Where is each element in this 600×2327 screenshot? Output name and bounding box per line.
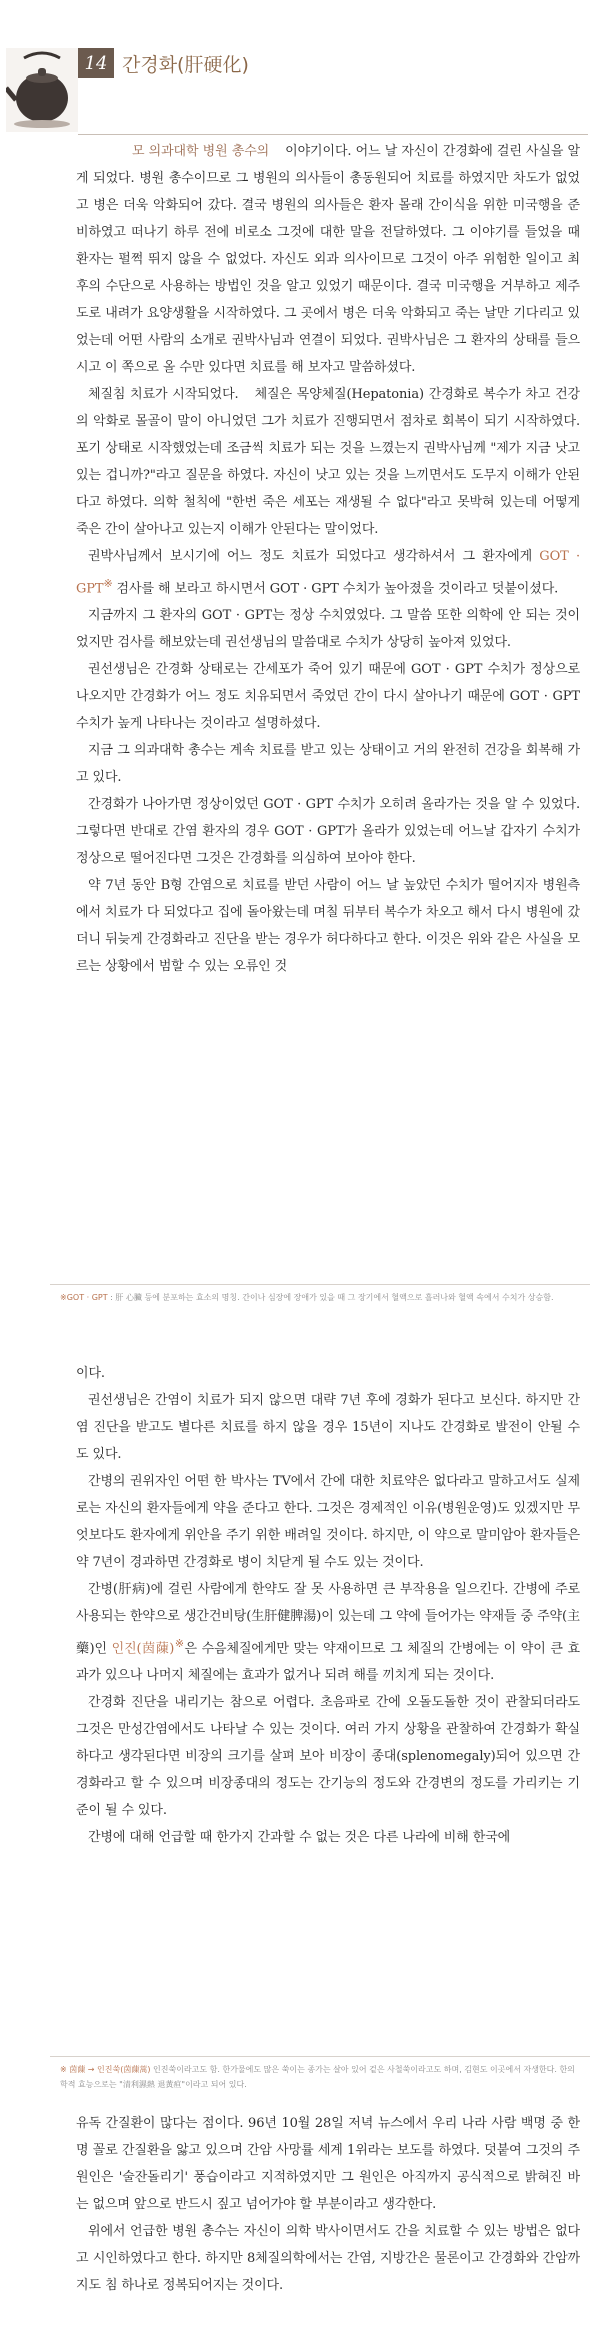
paragraph: 지금 그 의과대학 총수는 계속 치료를 받고 있는 상태이고 거의 완전히 건강을 회복해 가고 있다.: [76, 743, 580, 786]
footnote: [60, 2062, 580, 2092]
paragraph: [76, 138, 580, 381]
footnote-text: : 肝 心臟 등에 분포하는 효소의 명칭. 간이나 심장에 장애가 있을 때 그 장기에서 혈액으로 흘러나와 혈액 속에서 수치가 상승함.: [110, 1293, 554, 1302]
footnote-divider: [50, 1284, 590, 1285]
chapter-header: [0, 0, 600, 136]
footnote-text: 인진쑥이라고도 함. 한가물에도 많은 쑥이는 종가는 살아 있어 겉은 사철쑥이라고도 하며, 김현도 이곳에서 자생한다. 한의학적 효능으로는 "清利濕熱 退黃疸"이라고 되어 있다.: [60, 2065, 575, 2089]
paragraph-text: 이야기이다. 어느 날 자신이 간경화에 걸린 사실을 알게 되었다. 병원 총수이므로 그 병원의 의사들이 총동원되어 치료를 하였지만 차도가 없었고 병은 더욱 악화되어 갔다. 결국 병원의 의사들은 환자 몰래 간이식을 위한 미국행을 준비하였고 떠나기 하루 전에 비로소 그것에 대한 말을 전달하였다. 그 이야기를 들었을 때 환자는 펄쩍 뛰지 않을 수 없었다. 자신도 외과 의사이므로 그것이 아주 위험한 일이고 최후의 수단으로 사용하는 방법인 것을 알고 있었기 때문이다. 결국 미국행을 거부하고 제주도로 내려가 요양생활을 시작하였다. 그 곳에서 병은 더욱 악화되고 죽는 날만 기다리고 있었는데 어떤 사람의 소개로 권박사님과 연결이 되었다. 권박사님은 그 환자의 상태를 들으시고 이 쪽으로 올 수만 있다면 치료를 해 보자고 말씀하셨다.: [76, 144, 580, 375]
paragraph: 위에서 언급한 병원 총수는 자신이 의학 박사이면서도 간을 치료할 수 있는 방법은 없다고 시인하였다고 한다. 하지만 8체질의학에서는 간염, 지방간은 물론이고 간경화와 간암까지도 침 하나로 정복되어지는 것이다.: [76, 2224, 580, 2293]
paragraph: 간경화 진단을 내리기는 참으로 어렵다. 초음파로 간에 오돌도돌한 것이 관찰되더라도 그것은 만성간염에서도 나타날 수 있는 것이다. 여러 가지 상황을 관찰하여 간경화가 확실하다고 생각된다면 비장의 크기를 살펴 보아 비장이 종대(splenomegaly)되어 있으면 간경화라고 할 수 있으며 비장종대의 정도는 간기능의 정도와 간경변의 정도를 가리키는 기준이 될 수 있다.: [76, 1695, 580, 1819]
footnote-term: ※GOT · GPT: [60, 1293, 108, 1302]
paragraph: 이다.: [76, 1366, 105, 1381]
chapter-title: 간경화(肝硬化): [122, 53, 249, 76]
paragraph: 권선생님은 간염이 치료가 되지 않으면 대략 7년 후에 경화가 된다고 보신다. 하지만 간염 진단을 받고도 별다른 치료를 하지 않을 경우 15년이 지나도 간경화로 발전이 안될 수도 있다.: [76, 1393, 580, 1462]
paragraph-text: 간병(肝病)에 걸린 사람에게 한약도 잘 못 사용하면 큰 부작용을 일으킨다. 간병에 주로 사용되는 한약으로 생간건비탕(生肝健脾湯)이 있는데 그 약에 들어가는 약재들 중 주약(主藥)인: [76, 1582, 580, 1657]
body-section-2: [76, 1360, 580, 1851]
paragraph: 간경화가 나아가면 정상이었던 GOT · GPT 수치가 오히려 올라가는 것을 알 수 있었다. 그렇다면 반대로 간염 환자의 경우 GOT · GPT가 올라가 있었는데 어느날 갑자기 수치가 정상으로 떨어진다면 그것은 간경화를 의심하여 보아야 한다.: [76, 797, 580, 867]
paragraph: 간병의 권위자인 어떤 한 박사는 TV에서 간에 대한 치료약은 없다라고 말하고서도 실제로는 자신의 환자들에게 약을 준다고 한다. 그것은 경제적인 이유(병원운영)도 있겠지만 무엇보다도 환자에게 위안을 주기 위한 배려일 것이다. 하지만, 이 약으로 말미암아 환자들은 약 7년이 경과하면 간경화로 병이 치닫게 될 수도 있는 것이다.: [76, 1474, 580, 1570]
paragraph-text: 체질침 치료가 시작되었다.: [88, 387, 239, 402]
footnote-marker: ※: [174, 1637, 185, 1650]
header-divider: [78, 134, 588, 135]
chapter-number-badge: [78, 48, 114, 78]
body-section-3: [76, 2110, 580, 2299]
footnote-divider: [50, 2056, 590, 2057]
paragraph-text: 체질은 목양체질(Hepatonia) 간경화로 복수가 차고 건강의 악화로 몰골이 말이 아니었던 그가 치료가 진행되면서 점차로 회복이 되기 시작하였다. 포기 상태로 시작했었는데 조금씩 치료가 되는 것을 느꼈는지 권박사님께 "제가 지금 낫고 있는 겁니까?"라고 질문을 하였다. 자신이 낫고 있는 것을 느끼면서도 도무지 이해가 안된다고 하였다. 의학 철칙에 "한번 죽은 세포는 재생될 수 없다"라고 못박혀 있는데 어떻게 죽은 간이 살아나고 있는지 이해가 안된다는 말이었다.: [76, 387, 580, 537]
highlight-term: 인진(茵蔯): [111, 1641, 175, 1657]
paragraph: [76, 543, 580, 602]
highlight-term: GOT · GPT: [76, 549, 580, 597]
paragraph: 약 7년 동안 B형 간염으로 치료를 받던 사람이 어느 날 높았던 수치가 떨어지자 병원측에서 치료가 다 되었다고 집에 돌아왔는데 며칠 뒤부터 복수가 차오고 해서 다시 병원에 갔더니 뒤늦게 간경화라고 진단을 받는 경우가 허다하다고 한다. 이것은 위와 같은 사실을 모르는 상황에서 범할 수 있는 오류인 것: [76, 878, 580, 975]
footnote-term: ※ 茵蔯 → 인진쑥(茵蔯蒿): [60, 2065, 151, 2074]
paragraph: 유독 간질환이 많다는 점이다. 96년 10월 28일 저녁 뉴스에서 우리 나라 사람 백명 중 한명 꼴로 간질환을 앓고 있으며 간암 사망률 세계 1위라는 보도를 하였다. 덧붙여 그것의 주원인은 '술잔돌리기' 풍습이라고 지적하였지만 그 원인은 아직까지 공식적으로 밝혀진 바는 없으며 앞으로 반드시 짚고 넘어가야 할 부분이라고 생각한다.: [76, 2116, 580, 2212]
footnote-marker: ※: [103, 577, 113, 590]
teapot-icon: [6, 48, 78, 132]
chapter-number: 14: [84, 52, 108, 74]
paragraph: 지금까지 그 환자의 GOT · GPT는 정상 수치였었다. 그 말씀 또한 의학에 안 되는 것이었지만 검사를 해보았는데 권선생님의 말씀대로 수치가 상당히 높아져 있었다.: [76, 608, 580, 651]
paragraph: 권선생님은 간경화 상태로는 간세포가 죽어 있기 때문에 GOT · GPT 수치가 정상으로 나오지만 간경화가 어느 정도 치유되면서 죽었던 간이 다시 살아나기 때문에 GOT · GPT 수치가 높게 나타나는 것이라고 설명하셨다.: [76, 662, 580, 732]
body-section-1: [76, 138, 580, 980]
paragraph-text: 은 수음체질에게만 맞는 약재이므로 그 체질의 간병에는 이 약이 큰 효과가 있으나 나머지 체질에는 효과가 없거나 되려 해를 끼치게 되는 것이다.: [76, 1641, 580, 1684]
paragraph-text: 검사를 해 보라고 하시면서 GOT · GPT 수치가 높아졌을 것이라고 덧붙이셨다.: [116, 581, 559, 597]
paragraph-text: 권박사님께서 보시기에 어느 정도 치료가 되었다고 생각하셔서 그 환자에게: [88, 549, 533, 564]
footnote: [60, 1290, 580, 1305]
lead-name: 모 의과대학 병원 총수의: [132, 144, 270, 159]
paragraph: 간병에 대해 언급할 때 한가지 간과할 수 없는 것은 다른 나라에 비해 한국에: [88, 1830, 511, 1846]
paragraph: [76, 1576, 580, 1689]
paragraph: [76, 381, 580, 543]
